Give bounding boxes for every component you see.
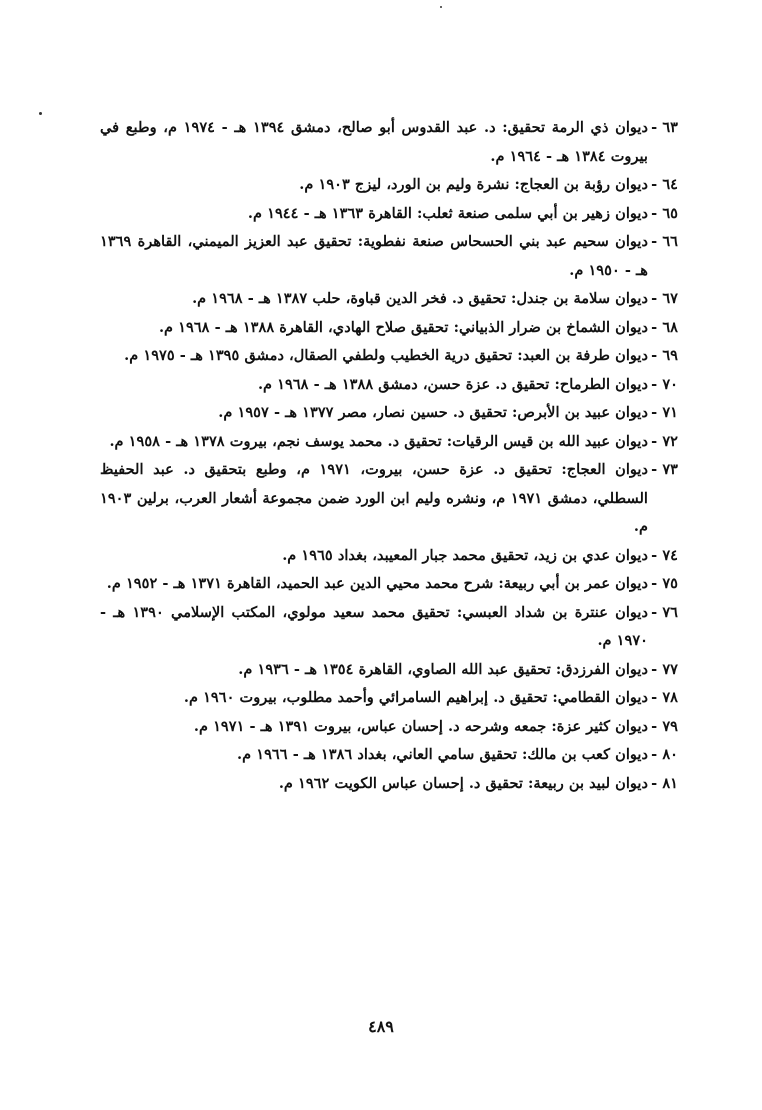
list-item <box>100 200 678 229</box>
entry-number: ٧٢ - <box>651 432 678 450</box>
entry-number: ٦٦ - <box>651 233 678 250</box>
entry-text: ديوان الطرماح: تحقيق د. عزة حسن، دمشق ١٣٨٨ هـ - ١٩٦٨ م. <box>257 375 648 393</box>
entry-number: ٧٦ - <box>651 603 678 621</box>
entry-number: ٧٣ - <box>651 461 678 478</box>
list-item <box>100 713 678 742</box>
entry-number: ٧٩ - <box>651 717 678 735</box>
entry-number: ٦٤ - <box>651 176 678 193</box>
entry-text: ديوان القطامي: تحقيق د. إبراهيم السامرائي وأحمد مطلوب، بيروت ١٩٦٠ م. <box>183 689 648 706</box>
entry-text: ديوان الفرزدق: تحقيق عبد الله الصاوي، القاهرة ١٣٥٤ هـ - ١٩٣٦ م. <box>238 660 648 678</box>
entry-text: ديوان كعب بن مالك: تحقيق سامي العاني، بغداد ١٣٨٦ هـ - ١٩٦٦ م. <box>237 746 648 763</box>
entry-text: ديوان عبيد بن الأبرص: تحقيق د. حسين نصار، مصر ١٣٧٧ هـ - ١٩٥٧ م. <box>218 404 648 421</box>
entry-number: ٧٤ - <box>651 546 678 564</box>
entry-number: ٦٩ - <box>651 347 678 364</box>
entry-text: ديوان لبيد بن ربيعة: تحقيق د. إحسان عباس الكويت ١٩٦٢ م. <box>278 774 648 792</box>
list-item <box>100 285 678 314</box>
list-item <box>100 542 678 571</box>
list-item <box>100 684 678 713</box>
entry-text: ديوان رؤبة بن العجاج: نشرة وليم بن الورد، ليزج ١٩٠٣ م. <box>299 176 648 193</box>
bibliography-list <box>100 114 678 798</box>
list-item <box>100 770 678 799</box>
entry-text: ديوان عبيد الله بن قيس الرقيات: تحقيق د. محمد يوسف نجم، بيروت ١٣٧٨ هـ - ١٩٥٨ م. <box>109 432 648 450</box>
entry-text: ديوان الشماخ بن ضرار الذبياني: تحقيق صلاح الهادي، القاهرة ١٣٨٨ هـ - ١٩٦٨ م. <box>158 318 648 336</box>
list-item <box>100 741 678 770</box>
entry-number: ٦٣ - <box>651 119 678 136</box>
list-item <box>100 171 678 200</box>
entry-number: ٧٠ - <box>651 375 678 393</box>
entry-text: ديوان زهير بن أبي سلمى صنعة ثعلب: القاهرة ١٣٦٣ هـ - ١٩٤٤ م. <box>247 204 648 222</box>
list-item <box>100 656 678 685</box>
list-item <box>100 314 678 343</box>
entry-number: ٧٧ - <box>651 660 678 678</box>
entry-number: ٨١ - <box>651 774 678 792</box>
entry-text: ديوان سلامة بن جندل: تحقيق د. فخر الدين قباوة، حلب ١٣٨٧ هـ - ١٩٦٨ م. <box>192 290 648 307</box>
entry-number: ٧٨ - <box>651 689 678 706</box>
entry-text: ديوان عنترة بن شداد العبسي: تحقيق محمد سعيد مولوي، المكتب الإسلامي ١٣٩٠ هـ - ١٩٧٠ م. <box>100 603 648 649</box>
entry-text: ديوان عمر بن أبي ربيعة: شرح محمد محيي الدين عبد الحميد، القاهرة ١٣٧١ هـ - ١٩٥٢ م. <box>106 575 648 592</box>
list-item <box>100 228 678 285</box>
list-item <box>100 399 678 428</box>
entry-number: ٦٨ - <box>651 318 678 336</box>
entry-number: ٧٥ - <box>651 575 678 592</box>
list-item <box>100 342 678 371</box>
entry-text: ديوان عدي بن زيد، تحقيق محمد جبار المعيبد، بغداد ١٩٦٥ م. <box>282 546 648 564</box>
entry-number: ٦٧ - <box>651 290 678 307</box>
entry-number: ٧١ - <box>651 404 678 421</box>
entry-number: ٨٠ - <box>651 746 678 763</box>
entry-text: ديوان سحيم عبد بني الحسحاس صنعة نفطوية: تحقيق عبد العزيز الميمني، القاهرة ١٣٦٩ هـ - ١٩٥٠ م. <box>100 233 648 279</box>
entry-text: ديوان العجاج: تحقيق د. عزة حسن، بيروت، ١٩٧١ م، وطبع بتحقيق د. عبد الحفيظ السطلي، دمشق ١٩٧١ م، ونشره وليم ابن الورد ضمن مجموعة أشعار العرب، برلين ١٩٠٣ م. <box>100 461 648 535</box>
list-item <box>100 114 678 171</box>
list-item <box>100 599 678 656</box>
page-number: ٤٨٩ <box>368 1017 394 1036</box>
list-item <box>100 371 678 400</box>
list-item <box>100 456 678 542</box>
scan-speck <box>440 6 442 8</box>
entry-text: ديوان كثير عزة: جمعه وشرحه د. إحسان عباس، بيروت ١٣٩١ هـ - ١٩٧١ م. <box>193 717 648 735</box>
scan-speck <box>39 112 42 115</box>
entry-text: ديوان طرفة بن العبد: تحقيق درية الخطيب ولطفي الصقال، دمشق ١٣٩٥ هـ - ١٩٧٥ م. <box>124 347 648 364</box>
entry-text: ديوان ذي الرمة تحقيق: د. عبد القدوس أبو صالح، دمشق ١٣٩٤ هـ - ١٩٧٤ م، وطبع في بيروت ١٣٨٤ هـ - ١٩٦٤ م. <box>100 119 648 165</box>
entry-number: ٦٥ - <box>651 204 678 222</box>
list-item <box>100 428 678 457</box>
list-item <box>100 570 678 599</box>
